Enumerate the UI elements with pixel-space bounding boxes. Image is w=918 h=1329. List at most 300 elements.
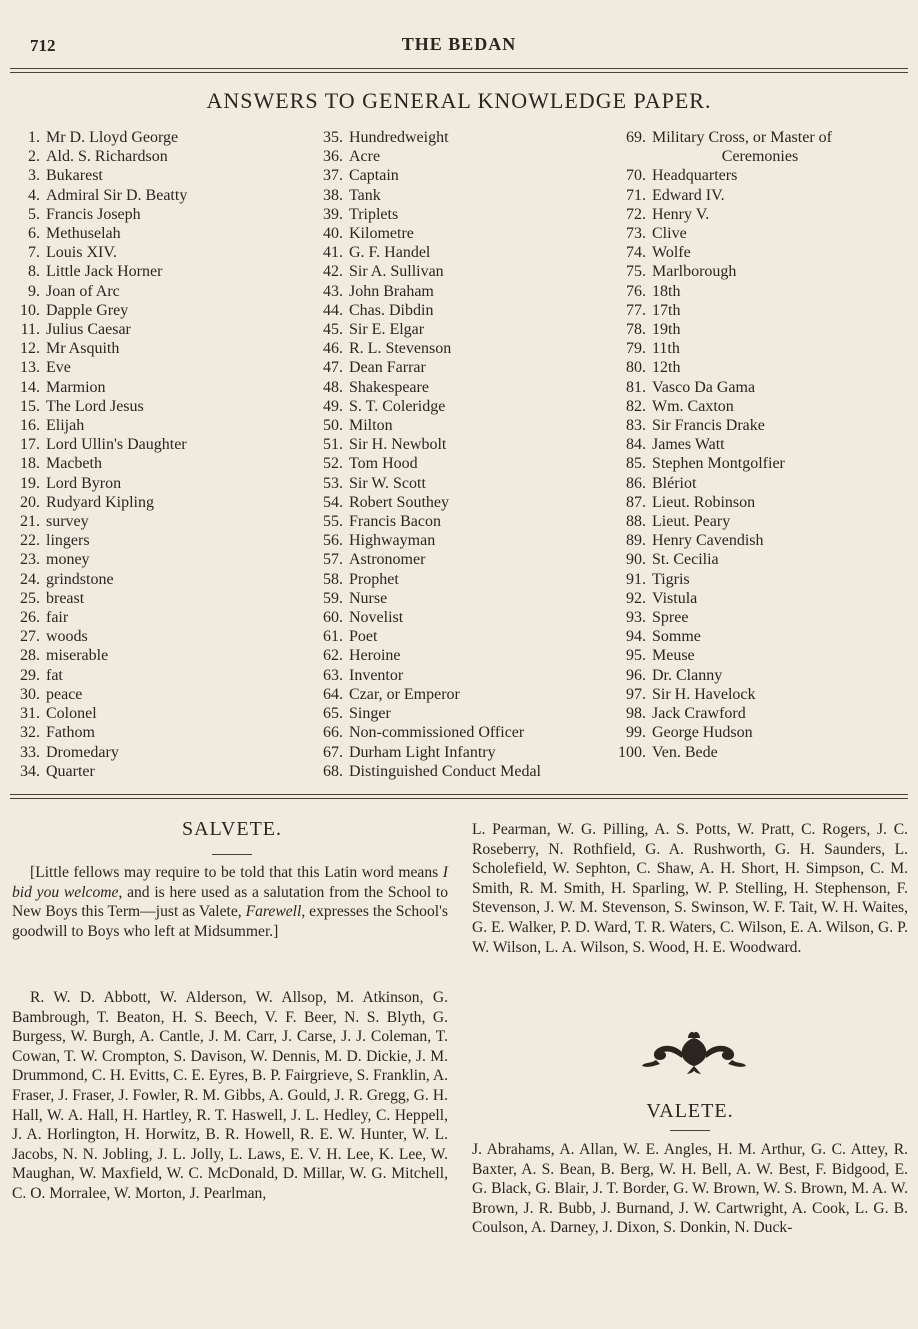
answer-text: Elijah bbox=[46, 417, 85, 435]
answer-number: 52. bbox=[323, 455, 343, 473]
answer-number: 77. bbox=[626, 301, 646, 319]
answer-text: Distinguished Conduct Medal bbox=[349, 762, 541, 780]
answer-text: 11th bbox=[652, 340, 680, 358]
answer-item bbox=[610, 474, 910, 493]
answer-text: Dr. Clanny bbox=[652, 666, 723, 684]
answer-number: 39. bbox=[323, 205, 343, 223]
answer-item bbox=[305, 627, 615, 646]
answer-item bbox=[610, 243, 910, 262]
answer-item bbox=[12, 166, 302, 185]
answer-item bbox=[12, 723, 302, 742]
salvete-intro-text-1: [Little fellows may require to be told that this Latin word means bbox=[30, 864, 443, 881]
answer-item bbox=[610, 224, 910, 243]
answer-number: 33. bbox=[20, 743, 40, 761]
answer-item bbox=[305, 493, 615, 512]
salvete-intro-italic-2: Farewell bbox=[245, 903, 302, 921]
answer-number: 49. bbox=[323, 397, 343, 415]
answer-item bbox=[305, 147, 615, 166]
answer-item bbox=[305, 666, 615, 685]
answer-item bbox=[12, 320, 302, 339]
answer-text: Lieut. Peary bbox=[652, 513, 731, 531]
answer-number: 35. bbox=[323, 129, 343, 146]
answer-item bbox=[610, 378, 910, 397]
answer-text: Henry Cavendish bbox=[652, 532, 764, 550]
answer-item bbox=[12, 128, 302, 147]
answer-item bbox=[12, 358, 302, 377]
answer-number: 16. bbox=[20, 417, 40, 435]
answer-item bbox=[610, 205, 910, 224]
answer-number: 24. bbox=[20, 570, 40, 588]
answer-number: 63. bbox=[323, 666, 343, 684]
answer-text: Durham Light Infantry bbox=[349, 743, 496, 761]
answer-number: 30. bbox=[20, 685, 40, 703]
answer-item bbox=[610, 512, 910, 531]
answer-text: Astronomer bbox=[349, 551, 426, 569]
answer-text: miserable bbox=[46, 647, 109, 665]
answer-number: 21. bbox=[20, 513, 40, 531]
answer-text: Bukarest bbox=[46, 167, 103, 185]
answer-item bbox=[12, 301, 302, 320]
answer-text: Wolfe bbox=[652, 244, 691, 262]
answer-item bbox=[610, 723, 910, 742]
answer-item bbox=[12, 493, 302, 512]
answer-item bbox=[305, 685, 615, 704]
answer-text: Headquarters bbox=[652, 167, 738, 185]
answer-text: 19th bbox=[652, 321, 681, 339]
answer-text: peace bbox=[46, 685, 83, 703]
answer-item bbox=[610, 685, 910, 704]
answer-number: 26. bbox=[20, 609, 40, 627]
answers-column-2 bbox=[305, 128, 615, 781]
answer-number: 95. bbox=[626, 647, 646, 665]
answer-number: 42. bbox=[323, 263, 343, 281]
answer-number: 36. bbox=[323, 148, 343, 166]
answer-number: 34. bbox=[20, 762, 40, 780]
answer-number: 58. bbox=[323, 570, 343, 588]
answer-item bbox=[12, 378, 302, 397]
answer-item bbox=[610, 282, 910, 301]
answer-item bbox=[12, 262, 302, 281]
answer-number: 97. bbox=[626, 685, 646, 703]
answer-number: 98. bbox=[626, 705, 646, 723]
answer-text: Lord Byron bbox=[46, 474, 122, 492]
answer-item bbox=[610, 128, 910, 147]
salvete-title-rule bbox=[212, 854, 252, 855]
answer-number: 60. bbox=[323, 609, 343, 627]
answer-item bbox=[12, 435, 302, 454]
salvete-names-continued: L. Pearman, W. G. Pilling, A. S. Potts, W. Pratt, C. Rogers, J. C. Roseberry, N. Rothfield, G. A. Rushworth, G. H. Saunders, L. Scholefield, W. Sephton, C. Shaw, A. H. Short, H. Simpson, C. M. Smith, R. M. Smith, H. Sparling, W. P. Stelling, H. Stephenson, F. Stevenson, J. W. M. Stevenson, S. Swinson, W. F. Tait, W. H. Waites, G. E. Walker, P. D. Ward, T. R. Waters, C. Wilson, E. A. Wilson, G. P. W. Wilson, L. A. Wilson, S. Wood, H. E. Woodward. bbox=[472, 821, 908, 956]
answer-text: grindstone bbox=[46, 570, 114, 588]
answer-item bbox=[610, 166, 910, 185]
answers-column-3 bbox=[610, 128, 910, 762]
answer-text: Lieut. Robinson bbox=[652, 493, 756, 511]
answer-text: Henry V. bbox=[652, 205, 710, 223]
answer-number: 100. bbox=[618, 743, 646, 761]
answer-text: money bbox=[46, 551, 90, 569]
answer-number: 47. bbox=[323, 359, 343, 377]
answer-number: 40. bbox=[323, 225, 343, 243]
answer-number: 3. bbox=[28, 167, 40, 185]
answer-number: 65. bbox=[323, 705, 343, 723]
answer-item bbox=[610, 704, 910, 723]
answer-text: Vasco Da Gama bbox=[652, 378, 756, 396]
answer-text: Quarter bbox=[46, 762, 95, 780]
answer-text: Non-commissioned Officer bbox=[349, 724, 525, 742]
answer-text: Louis XIV. bbox=[46, 244, 117, 262]
answer-item bbox=[12, 608, 302, 627]
answer-number: 96. bbox=[626, 666, 646, 684]
answer-text: G. F. Handel bbox=[349, 244, 431, 262]
answer-number: 61. bbox=[323, 628, 343, 646]
answer-item bbox=[610, 435, 910, 454]
answer-item bbox=[610, 627, 910, 646]
answer-item bbox=[12, 589, 302, 608]
answer-text: Somme bbox=[652, 628, 701, 646]
answer-item bbox=[305, 416, 615, 435]
answer-number: 54. bbox=[323, 493, 343, 511]
answer-item bbox=[305, 339, 615, 358]
answer-item bbox=[305, 570, 615, 589]
answer-item bbox=[12, 224, 302, 243]
answer-number: 92. bbox=[626, 589, 646, 607]
answer-number: 90. bbox=[626, 551, 646, 569]
answer-number: 20. bbox=[20, 493, 40, 511]
answer-item bbox=[305, 282, 615, 301]
answer-text: Dapple Grey bbox=[46, 301, 129, 319]
answer-text: John Braham bbox=[349, 282, 434, 300]
answer-item bbox=[610, 339, 910, 358]
answer-item bbox=[305, 704, 615, 723]
answer-number: 51. bbox=[323, 436, 343, 454]
answer-number: 66. bbox=[323, 724, 343, 742]
answer-item bbox=[305, 474, 615, 493]
answer-text: woods bbox=[46, 628, 88, 646]
answer-text: Military Cross, or Master of bbox=[652, 129, 832, 146]
header-rule bbox=[10, 68, 908, 73]
answer-text: Captain bbox=[349, 167, 399, 185]
answer-text: Rudyard Kipling bbox=[46, 493, 154, 511]
answer-number: 74. bbox=[626, 244, 646, 262]
answer-number: 9. bbox=[28, 282, 40, 300]
answer-text: Acre bbox=[349, 148, 381, 166]
answer-text: George Hudson bbox=[652, 724, 753, 742]
answer-text: Sir E. Elgar bbox=[349, 321, 425, 339]
answer-number: 78. bbox=[626, 321, 646, 339]
answer-text: survey bbox=[46, 513, 89, 531]
answer-number: 12. bbox=[20, 340, 40, 358]
salvete-title: SALVETE. bbox=[181, 818, 283, 840]
answer-item bbox=[610, 646, 910, 665]
answer-item bbox=[610, 531, 910, 550]
answer-number: 76. bbox=[626, 282, 646, 300]
answer-item bbox=[305, 512, 615, 531]
answer-text: James Watt bbox=[652, 436, 725, 454]
answer-number: 83. bbox=[626, 417, 646, 435]
answer-item bbox=[610, 570, 910, 589]
answer-item bbox=[305, 166, 615, 185]
answer-number: 17. bbox=[20, 436, 40, 454]
answer-number: 6. bbox=[28, 225, 40, 243]
answer-item bbox=[305, 320, 615, 339]
answer-number: 10. bbox=[20, 301, 40, 319]
answer-text: 17th bbox=[652, 301, 681, 319]
answer-text: Sir H. Newbolt bbox=[349, 436, 447, 454]
answer-text: Spree bbox=[652, 609, 689, 627]
answer-number: 38. bbox=[323, 186, 343, 204]
answer-item bbox=[610, 320, 910, 339]
answer-item bbox=[12, 243, 302, 262]
answer-text: Colonel bbox=[46, 705, 97, 723]
answer-number: 31. bbox=[20, 705, 40, 723]
answer-number: 27. bbox=[20, 628, 40, 646]
answer-number: 48. bbox=[323, 378, 343, 396]
answer-number: 25. bbox=[20, 589, 40, 607]
answer-text: Inventor bbox=[349, 666, 404, 684]
answer-text: Mr Asquith bbox=[46, 340, 120, 358]
answer-item bbox=[610, 454, 910, 473]
answer-number: 72. bbox=[626, 205, 646, 223]
answer-text: Francis Bacon bbox=[349, 513, 441, 531]
answer-item bbox=[610, 416, 910, 435]
salvete-names-text: R. W. D. Abbott, W. Alderson, W. Allsop, M. Atkinson, G. Bambrough, T. Beaton, H. S. Beech, V. F. Beer, N. S. Blyth, G. Burgess, W. Burgh, A. Cantle, J. M. Carr, J. Carse, J. J. Coleman, T. Cowan, T. W. Crompton, S. Davison, W. Dennis, M. D. Dickie, J. M. Drummond, C. H. Evitts, C. E. Eyres, B. P. Fairgrieve, S. Franklin, A. Fraser, J. Fraser, J. Fowler, R. M. Gibbs, A. Gould, J. R. Gregg, G. H. Hall, W. A. Hall, H. Hartley, R. T. Haswell, J. L. Hedley, C. Heppell, J. A. Horlington, H. Horwitz, B. R. Howell, R. E. W. Hunter, W. L. Jacobs, N. N. Jobling, J. L. Jolly, L. Laws, E. V. H. Lee, K. Lee, W. Maughan, W. Maxfield, W. C. McDonald, D. Millar, W. G. Mitchell, C. O. Morralee, W. Morton, J. Pearlman, bbox=[12, 989, 448, 1202]
answer-number: 8. bbox=[28, 263, 40, 281]
answer-text: Dean Farrar bbox=[349, 359, 426, 377]
answer-number: 44. bbox=[323, 301, 343, 319]
running-title: THE BEDAN bbox=[401, 34, 517, 54]
valete-names-text: J. Abrahams, A. Allan, W. E. Angles, H. M. Arthur, G. C. Attey, R. Baxter, A. S. Bean, B. Berg, W. H. Bell, A. W. Best, F. Bidgood, E. G. Black, G. Blair, J. T. Border, G. W. Brown, W. S. Brown, M. A. W. Brown, J. R. Bubb, J. Burnand, J. W. Cartwright, A. Cook, L. G. B. Coulson, A. Darney, J. Dixon, S. Donkin, N. Duck- bbox=[472, 1141, 908, 1237]
answer-text: Nurse bbox=[349, 589, 388, 607]
answer-number: 94. bbox=[626, 628, 646, 646]
answer-text: fat bbox=[46, 666, 63, 684]
answer-number: 91. bbox=[626, 570, 646, 588]
answer-item bbox=[305, 762, 615, 781]
answer-text: Kilometre bbox=[349, 225, 414, 243]
answer-number: 41. bbox=[323, 244, 343, 262]
answer-text: Sir Francis Drake bbox=[652, 417, 765, 435]
answer-number: 82. bbox=[626, 397, 646, 415]
answer-number: 14. bbox=[20, 378, 40, 396]
answer-text: Highwayman bbox=[349, 532, 436, 550]
answer-item bbox=[12, 339, 302, 358]
answer-text: S. T. Coleridge bbox=[349, 397, 446, 415]
answer-item bbox=[12, 666, 302, 685]
answer-item bbox=[305, 128, 615, 147]
answer-item bbox=[12, 743, 302, 762]
answer-number: 85. bbox=[626, 455, 646, 473]
salvete-names-right bbox=[472, 820, 908, 957]
answer-item bbox=[610, 186, 910, 205]
answer-number: 53. bbox=[323, 474, 343, 492]
answer-number: 28. bbox=[20, 647, 40, 665]
answer-number: 55. bbox=[323, 513, 343, 531]
answer-item bbox=[12, 397, 302, 416]
answer-number: 80. bbox=[626, 359, 646, 377]
answer-text: Little Jack Horner bbox=[46, 263, 163, 281]
salvete-intro-italic-1: I bid you welcome bbox=[12, 864, 448, 901]
answer-text: Milton bbox=[349, 417, 393, 435]
answer-number: 56. bbox=[323, 532, 343, 550]
answer-number: 19. bbox=[20, 474, 40, 492]
answer-number: 75. bbox=[626, 263, 646, 281]
answer-text: lingers bbox=[46, 532, 90, 550]
answer-number: 68. bbox=[323, 762, 343, 780]
salvete-intro-text-3: , expresses the School's goodwill to Boys who left at Midsummer.] bbox=[12, 903, 448, 940]
answer-item bbox=[12, 762, 302, 781]
answer-item bbox=[12, 646, 302, 665]
answer-number: 59. bbox=[323, 589, 343, 607]
answer-text: Dromedary bbox=[46, 743, 119, 761]
answer-item bbox=[305, 435, 615, 454]
answer-item bbox=[305, 301, 615, 320]
answer-text: Triplets bbox=[349, 205, 399, 223]
answer-number: 73. bbox=[626, 225, 646, 243]
answer-item bbox=[12, 550, 302, 569]
answer-item bbox=[610, 262, 910, 281]
answer-number: 22. bbox=[20, 532, 40, 550]
answer-number: 23. bbox=[20, 551, 40, 569]
answer-text: Novelist bbox=[349, 609, 404, 627]
answer-item bbox=[12, 454, 302, 473]
answer-item bbox=[305, 743, 615, 762]
answer-number: 37. bbox=[323, 167, 343, 185]
answer-number: 7. bbox=[28, 244, 40, 262]
salvete-names-left bbox=[12, 988, 448, 1204]
answer-text: Blériot bbox=[652, 474, 697, 492]
answer-text: St. Cecilia bbox=[652, 551, 719, 569]
answer-text: Sir H. Havelock bbox=[652, 685, 756, 703]
answer-number: 69. bbox=[626, 129, 646, 146]
answer-item bbox=[12, 282, 302, 301]
answer-number: 13. bbox=[20, 359, 40, 377]
answer-text: Clive bbox=[652, 225, 687, 243]
answer-text: 12th bbox=[652, 359, 681, 377]
answer-item bbox=[305, 243, 615, 262]
answer-number: 15. bbox=[20, 397, 40, 415]
answer-text: Robert Southey bbox=[349, 493, 449, 511]
answer-number: 93. bbox=[626, 609, 646, 627]
answer-text: Jack Crawford bbox=[652, 705, 746, 723]
answer-number: 70. bbox=[626, 167, 646, 185]
answer-text: Poet bbox=[349, 628, 378, 646]
answer-continuation: Ceremonies bbox=[721, 148, 799, 166]
answer-text: Chas. Dibdin bbox=[349, 301, 434, 319]
answer-text: Sir A. Sullivan bbox=[349, 263, 444, 281]
answer-text: Mr D. Lloyd George bbox=[46, 129, 179, 146]
answer-text: Hundredweight bbox=[349, 129, 449, 146]
answer-number: 87. bbox=[626, 493, 646, 511]
answer-number: 2. bbox=[28, 148, 40, 166]
answer-text: Czar, or Emperor bbox=[349, 685, 460, 703]
answer-text: breast bbox=[46, 589, 85, 607]
salvete-intro bbox=[12, 863, 448, 941]
answer-text: Francis Joseph bbox=[46, 205, 141, 223]
answer-item bbox=[12, 474, 302, 493]
answer-item bbox=[305, 378, 615, 397]
answer-text: Julius Caesar bbox=[46, 321, 131, 339]
answer-item bbox=[305, 262, 615, 281]
answer-item bbox=[610, 397, 910, 416]
answer-text: The Lord Jesus bbox=[46, 397, 144, 415]
answer-number: 1. bbox=[28, 129, 40, 146]
answer-item bbox=[12, 685, 302, 704]
answer-item bbox=[610, 589, 910, 608]
valete-title-rule bbox=[670, 1130, 710, 1131]
answer-text: Sir W. Scott bbox=[349, 474, 426, 492]
answer-item bbox=[610, 493, 910, 512]
answer-text: Tigris bbox=[652, 570, 690, 588]
answer-text: Macbeth bbox=[46, 455, 102, 473]
answer-item bbox=[305, 723, 615, 742]
answer-item bbox=[610, 301, 910, 320]
fleuron-ornament bbox=[642, 1030, 746, 1074]
answer-number: 5. bbox=[28, 205, 40, 223]
answer-item bbox=[305, 397, 615, 416]
answer-item bbox=[305, 186, 615, 205]
answer-number: 89. bbox=[626, 532, 646, 550]
answer-number: 99. bbox=[626, 724, 646, 742]
answer-text: Prophet bbox=[349, 570, 399, 588]
valete-names bbox=[472, 1140, 908, 1238]
answer-item bbox=[305, 646, 615, 665]
answer-item bbox=[305, 589, 615, 608]
answer-item bbox=[305, 205, 615, 224]
answer-text: R. L. Stevenson bbox=[349, 340, 452, 358]
answer-text: Methuselah bbox=[46, 225, 121, 243]
answer-item bbox=[12, 512, 302, 531]
answer-number: 18. bbox=[20, 455, 40, 473]
answer-text: Vistula bbox=[652, 589, 698, 607]
answer-item bbox=[610, 358, 910, 377]
answer-text: Ald. S. Richardson bbox=[46, 148, 168, 166]
answer-text: Ven. Bede bbox=[652, 743, 718, 761]
answer-number: 81. bbox=[626, 378, 646, 396]
answer-number: 64. bbox=[323, 685, 343, 703]
answer-number: 79. bbox=[626, 340, 646, 358]
answer-number: 45. bbox=[323, 321, 343, 339]
answer-item bbox=[12, 627, 302, 646]
answer-item bbox=[305, 224, 615, 243]
answer-text: Fathom bbox=[46, 724, 95, 742]
answer-number: 67. bbox=[323, 743, 343, 761]
answer-item bbox=[610, 550, 910, 569]
section-title: ANSWERS TO GENERAL KNOWLEDGE PAPER. bbox=[206, 88, 712, 113]
answer-item bbox=[305, 454, 615, 473]
salvete-intro-text-2: , and is here used as a salutation from the School to New Boys this Term—just as Valete, bbox=[12, 883, 448, 921]
answers-bottom-rule bbox=[10, 794, 908, 799]
answer-item bbox=[610, 743, 910, 762]
answer-item bbox=[305, 358, 615, 377]
answer-item bbox=[12, 704, 302, 723]
answer-item bbox=[12, 570, 302, 589]
answer-text: Stephen Montgolfier bbox=[652, 455, 785, 473]
answer-text: Eve bbox=[46, 359, 71, 377]
answer-item bbox=[305, 550, 615, 569]
answer-text: Shakespeare bbox=[349, 378, 429, 396]
answer-number: 29. bbox=[20, 666, 40, 684]
answer-item bbox=[12, 147, 302, 166]
answer-item bbox=[610, 608, 910, 627]
answer-number: 71. bbox=[626, 186, 646, 204]
answer-text: Marlborough bbox=[652, 263, 737, 281]
answer-item bbox=[610, 666, 910, 685]
answer-number: 62. bbox=[323, 647, 343, 665]
answers-column-1 bbox=[12, 128, 302, 781]
answer-item bbox=[305, 608, 615, 627]
valete-title: VALETE. bbox=[646, 1100, 734, 1122]
answer-item bbox=[12, 531, 302, 550]
answer-number: 32. bbox=[20, 724, 40, 742]
answer-number: 57. bbox=[323, 551, 343, 569]
